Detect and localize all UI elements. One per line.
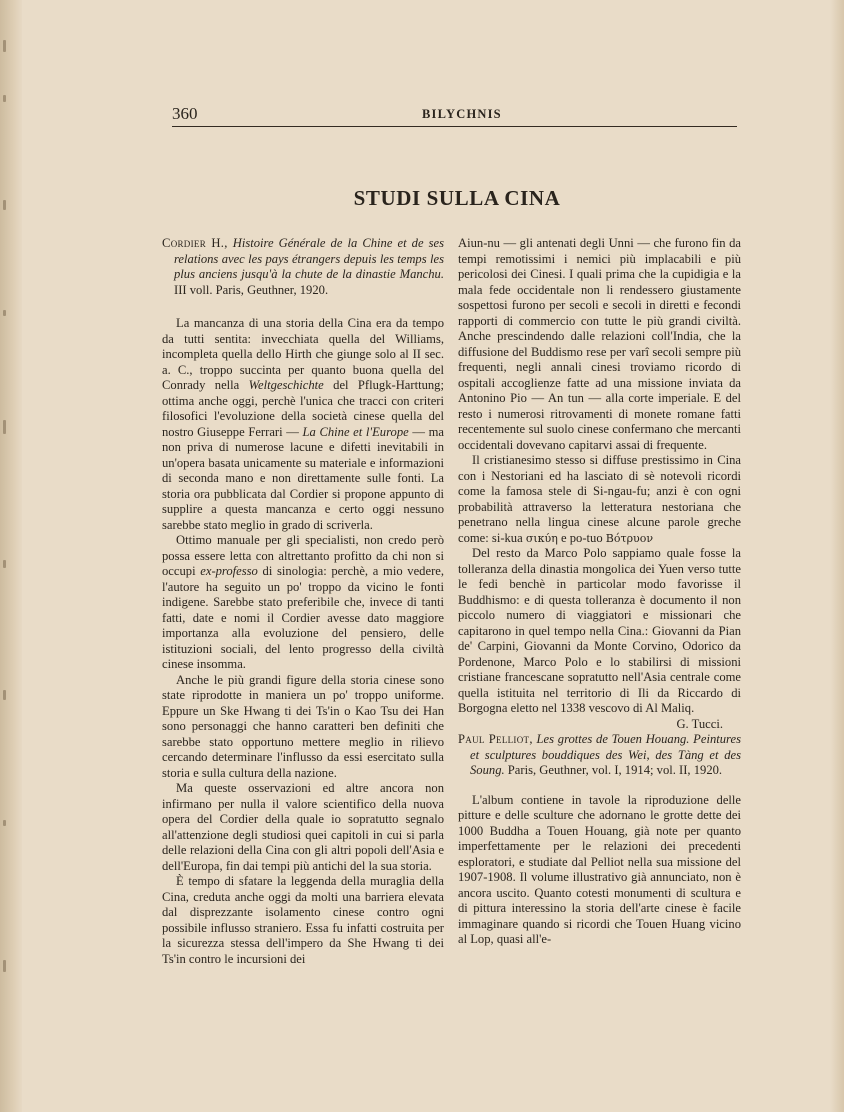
italic-text: La Chine et l'Europe [302, 424, 409, 439]
greek-word: Βότρυον [605, 531, 654, 545]
paper-stain [3, 310, 6, 316]
paragraph: Aiun-nu — gli antenati degli Unni — che furono fin da tempi remotissimi i nemici più implacabili e più pericolosi dei Cinesi. I quali prima che la cupidigia e la mala fede occidentale non li rendessero giustamente sospettosi furono per secoli e secoli in diretti e fecondi rapporti di commercio con tutte le più grandi civiltà. Anche prescindendo dalle relazioni coll'India, che la diffusione del Buddismo rese per varî secoli sempre più frequenti, negli annali cinesi troviamo ricordo di ospitali accoglienze fatte ad una missione inviata da Antonino Pio — An tun — alla corte imperiale. E del resto i numerosi ritrovamenti di monete romane fatti recentemente sul suolo cinese confermano che mercanti occidentali dovevano capitarvi assai di frequente. [458, 236, 741, 452]
bib-title: Histoire Générale de la Chine et de ses relations avec les pays étrangers depuis les temps les plus anciens jusqu'à la chute de la dinastie Manchu. [174, 236, 444, 281]
paper-stain [3, 200, 6, 210]
text-run: Ottimo manuale per gli specialisti, non credo però possa essere letta con altrettanto profitto da chi non si occupi [162, 533, 444, 578]
author-signature: G. Tucci. [676, 716, 723, 731]
bib-details: Paris, Geuthner, vol. I, 1914; vol. II, 1920. [507, 763, 723, 777]
text-run: La mancanza di una storia della Cina era da tempo da tutti sentita: invecchiata quella del Williams, incompleta quella dello Hirth che giunge solo al II sec. a. C., troppo succinta per quanto buona quella del Conrady nella [162, 316, 444, 392]
bib-author: Cordier H., [162, 236, 228, 250]
paragraph: Ma queste osservazioni ed altre ancora non infirmano per nulla il valore scientifico della nuova opera del Cordier della quale io sopratutto segnalo all'attenzione degli studiosi quei capitoli in cui si parla delle relazioni della Cina con gli altri popoli dell'Asia e dell'Europa, fin dai tempi più antichi del la sua storia. [162, 781, 444, 873]
paper-stain [3, 420, 6, 434]
italic-text: ex-professo [200, 564, 258, 578]
paragraph: Anche le più grandi figure della storia cinese sono state riprodotte in maniera un po' troppo uniforme. Eppure un Ske Hwang ti dei Ts'in o Kao Tsu dei Han sono personaggi che hanno caratteri ben definiti che sarebbe stato opportuno mettere meglio in rilievo cercando determinare l'influsso da essi esercitato sulla storia e sulla cultura della nazione. [162, 672, 444, 780]
paper-stain [3, 40, 6, 52]
paragraph: L'album contiene in tavole la riproduzione delle pitture e delle sculture che adornano le grotte dette dei 1000 Buddha a Touen Houang, già note per quanto imperfettamente per le relazioni dei precedenti esploratori, e studiate dal Pelliot nella sua missione del 1907-1908. Il volume illustrativo già annunciato, non è ancora uscito. Quanto cotesti monumenti di scultura e di pittura interessino la storia dell'arte cinese è facile immaginare quando si ricordi che Touen Huang vicino al Lop, quasi all'e- [458, 792, 741, 946]
bib-title: Les grottes de Touen Houang. Peintures et sculptures bouddiques des Wei, des Tàng et des Soung. [470, 732, 741, 777]
text-run: di sinologia: perchè, a mio vedere, l'autore ha seguito un po' troppo da vicino le fonti indigene. Sarebbe stato preferibile che, invece di tanti fatti, date e nomi il Cordier avesse dato maggiore importanza alla evoluzione del pensiero, delle istituzioni sociali, del lento progresso della civiltà cinese insomma. [162, 564, 444, 671]
article-title: STUDI SULLA CINA [353, 186, 561, 210]
paper-stain [3, 820, 6, 826]
page-number: 360 [172, 104, 198, 123]
paper-stain [3, 95, 6, 102]
greek-word: σικύη [525, 531, 558, 545]
bib-author: Paul Pelliot, [458, 732, 533, 746]
paper-stain [3, 560, 6, 568]
page-binding-edge [0, 0, 22, 1112]
text-run: Il cristianesimo stesso si diffuse prestissimo in Cina con i Nestoriani ed ha lasciato di sè notevoli ricordi come la famosa stele di Si-ngau-fu; anzi è con ogni probabilità attraverso la letteratura nestoriana che penetrano nella lingua cinese alcune parole greche come: si-kua [458, 453, 741, 545]
bib-details: III voll. Paris, Geuthner, 1920. [174, 282, 329, 297]
paper-stain [3, 960, 6, 972]
paragraph [458, 453, 741, 546]
page-right-edge [830, 0, 844, 1112]
paragraph: È tempo di sfatare la leggenda della muraglia della Cina, creduta anche oggi da molti una barriera elevata dal disprezzante isolamento cinese contro ogni possibile influsso straniero. Essa fu infatti costruita per la sicurezza stessa dell'impero da She Hwang ti dei Ts'in contro le incursioni dei [162, 874, 444, 966]
right-column [458, 236, 741, 948]
running-head: BILYCHNIS [422, 107, 502, 121]
text-run: del Pflugk-Harttung; ottima anche oggi, perchè l'unica che tracci con criteri filosofici l'evoluzione della società cinese quella del nostro Giuseppe Ferrari — [162, 378, 444, 439]
paragraph [162, 533, 444, 673]
paragraph [162, 316, 444, 533]
page-header [172, 104, 737, 127]
paragraph: Del resto da Marco Polo sappiamo quale fosse la tolleranza della dinastia mongolica dei Yuen verso tutte le fedi benchè in particolar modo favorisse il Buddhismo: e di questa tolleranza è documento il non piccolo numero di viaggiatori e missionari che capitarono in quel tempo nella Cina.: Giovanni da Pian de' Carpini, Giovanni da Monte Corvino, Odorico da Pordenone, Marco Polo e lo stabilirsi di missioni cristiane francescane sopratutto nell'Asia centrale come quella istituita nel territorio di Ili da Riccardo di Borgogna eletto nel 1338 vescovo di Al Maliq. [458, 546, 741, 715]
bibliography-entry-cordier [162, 236, 444, 298]
text-run: e po-tuo [561, 530, 603, 545]
paper-stain [3, 690, 6, 700]
left-column [162, 236, 444, 967]
italic-text: Weltgeschichte [248, 378, 324, 392]
bibliography-entry-pelliot [458, 732, 741, 779]
text-run: — ma non priva di numerose lacune e difetti inevitabili in un'opera basata unicamente su materiale e informazioni di seconda mano e non direttamente sulle fonti. La storia ora pubblicata dal Cordier si propone appunto di supplire a questa mancanza e certo oggi nessuno sarebbe stato meglio in grado di scriverla. [162, 424, 444, 532]
